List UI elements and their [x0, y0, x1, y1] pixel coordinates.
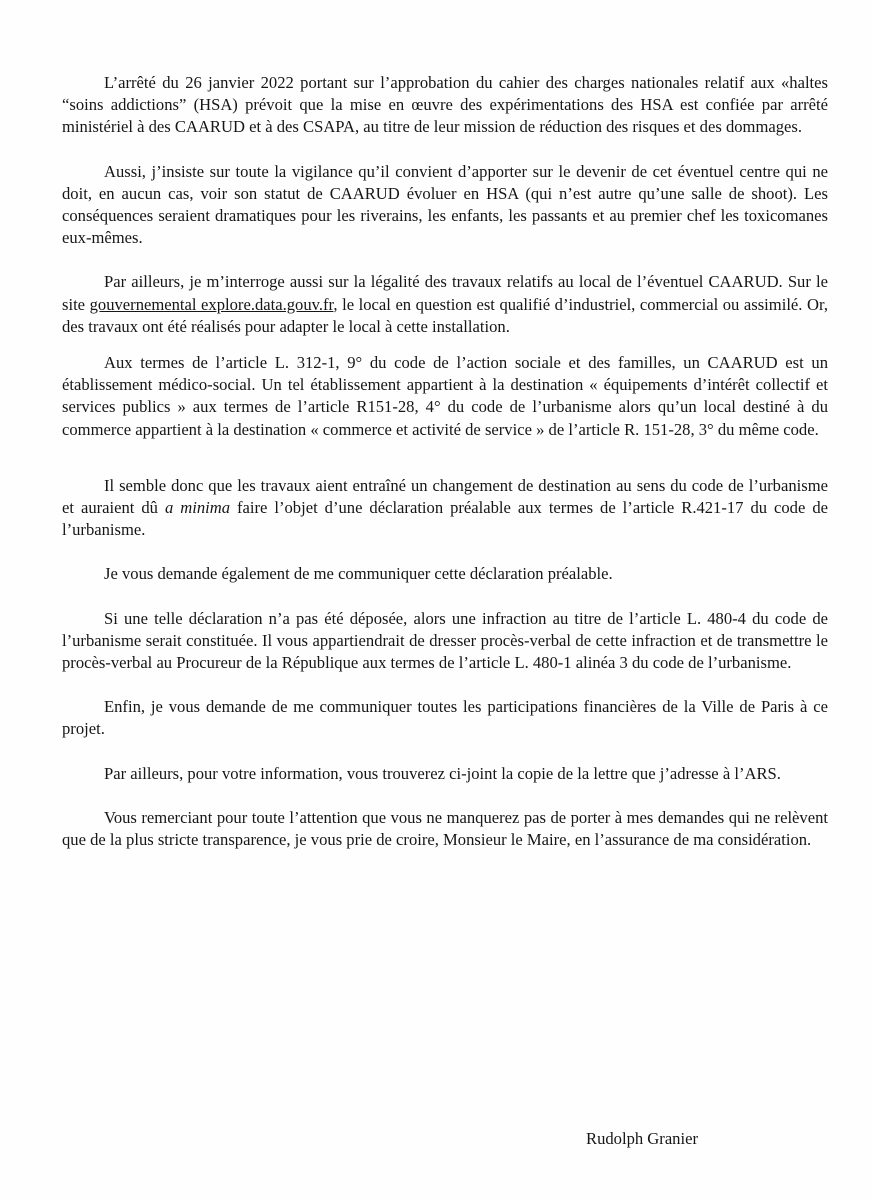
paragraph-closing: Vous remerciant pour toute l’attention que vous ne manquerez pas de porter à mes demandes qui ne relèvent que de la plus stricte transparence, je vous prie de croire, Monsieur le Maire, en l’assurance de ma considération.: [62, 807, 828, 850]
paragraph-destination-text-start: Il semble donc que les travaux aient entraîné un changement de destination au sens du code de l’urbanisme et auraient dû: [62, 475, 828, 518]
paragraph-legality-text-start: Par ailleurs, je m’interroge aussi sur la légalité des travaux relatifs au local de l’éventuel CAARUD. Sur le site: [62, 272, 828, 314]
letter-body: [62, 72, 828, 851]
paragraph-change-of-destination: [62, 475, 828, 542]
paragraph-legality-text-end: , le local en question est qualifié d’industriel, commercial ou assimilé. Or, des travaux ont été réalisés pour adapter le local à cette installation.: [62, 294, 828, 336]
data-gouv-link[interactable]: gouvernemental explore.data.gouv.fr: [89, 294, 334, 314]
paragraph-financial-participation: Enfin, je vous demande de me communiquer toutes les participations financières de la Ville de Paris à ce projet.: [62, 697, 828, 739]
paragraph-destination-text-end: faire l’objet d’une déclaration préalable aux termes de l’article R.421-17 du code de l’urbanisme.: [62, 498, 828, 540]
paragraph-legality-works: [62, 271, 828, 338]
a-minima-italic: a minima: [164, 498, 231, 518]
paragraph-vigilance: Aussi, j’insiste sur toute la vigilance qu’il convient d’apporter sur le devenir de cet éventuel centre qui ne doit, en aucun cas, voir son statut de CAARUD évoluer en HSA (qui n’est autre qu’une salle de shoot). Les conséquences seraient dramatiques pour les riverains, les enfants, les passants et au premier chef les toxicomanes eux-mêmes.: [62, 161, 828, 248]
paragraph-infraction: Si une telle déclaration n’a pas été déposée, alors une infraction au titre de l’article L. 480-4 du code de l’urbanisme serait constituée. Il vous appartiendrait de dresser procès-verbal de cette infraction et de transmettre le procès-verbal au Procureur de la République aux termes de l’article L. 480-1 alinéa 3 du code de l’urbanisme.: [62, 608, 828, 673]
paragraph-article-l312: Aux termes de l’article L. 312-1, 9° du code de l’action sociale et des familles, un CAARUD est un établissement médico-social. Un tel établissement appartient à la destination « équipements d’intérêt collectif et services publics » aux termes de l’article R151-28, 4° du code de l’urbanisme alors qu’un local destiné à du commerce appartient à la destination « commerce et activité de service » de l’article R. 151-28, 3° du même code.: [62, 353, 828, 439]
paragraph-request-declaration: Je vous demande également de me communiquer cette déclaration préalable.: [104, 564, 613, 584]
paragraph-hsa-decree: L’arrêté du 26 janvier 2022 portant sur l’approbation du cahier des charges nationales relatif aux «haltes “soins addictions” (HSA) prévoit que la mise en œuvre des expérimentations des HSA est confiée par arrêté ministériel à des CAARUD et à des CSAPA, au titre de leur mission de réduction des risques et des dommages.: [62, 73, 828, 137]
signature-name: Rudolph Granier: [586, 1129, 698, 1148]
paragraph-ars-letter: Par ailleurs, pour votre information, vous trouverez ci-joint la copie de la lettre que j’adresse à l’ARS.: [104, 763, 781, 783]
